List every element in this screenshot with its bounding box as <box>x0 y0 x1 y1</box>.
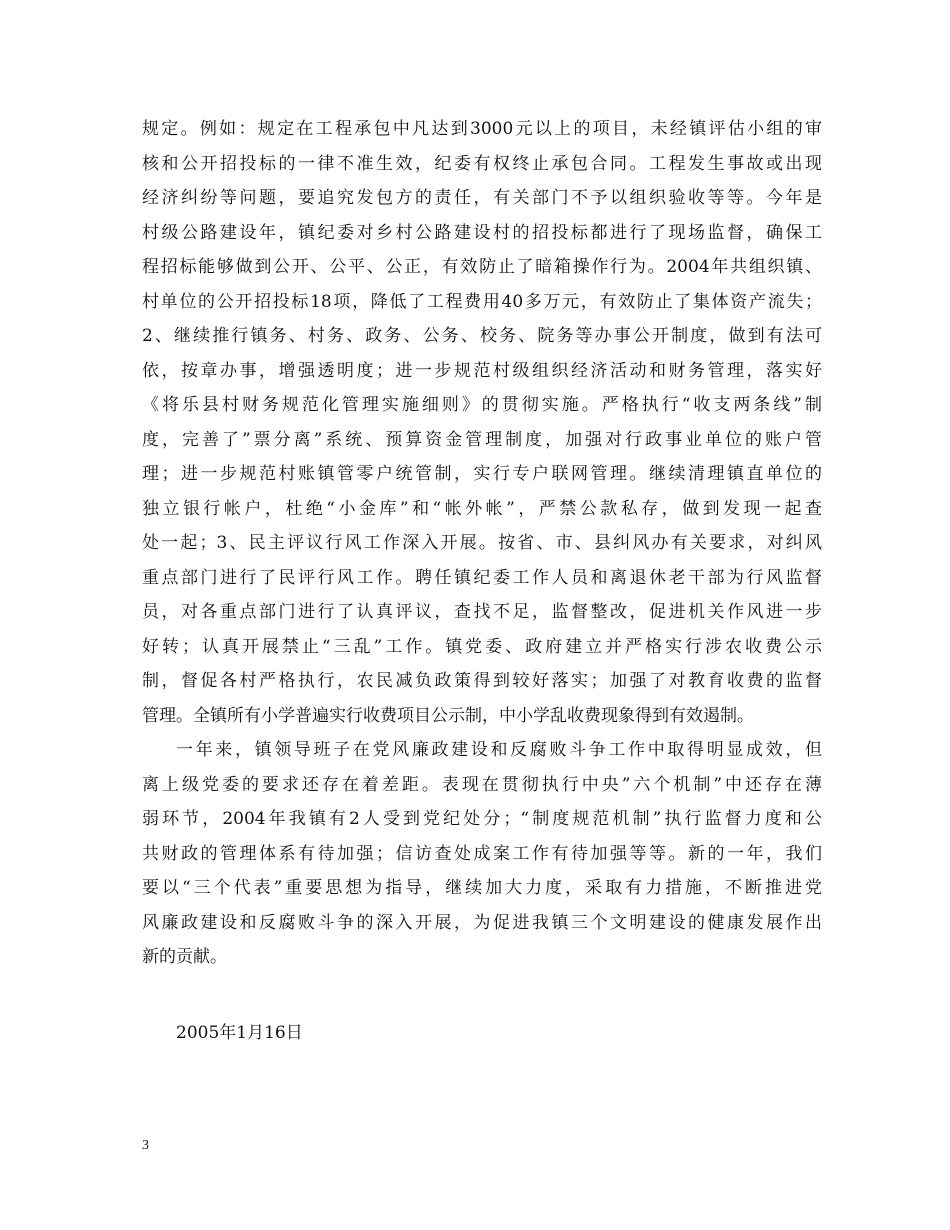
text-line: 独立银行帐户，杜绝“小金库”和“帐外帐”，严禁公款私存，做到发现一起查 <box>142 498 822 519</box>
paragraph-2 <box>142 733 822 975</box>
text-line: 村级公路建设年，镇纪委对乡村公路建设村的招投标都进行了现场监督，确保工 <box>142 222 822 243</box>
document-date: 2005年1月16日 <box>176 1023 303 1043</box>
text-line: 要以“三个代表”重要思想为指导，继续加大力度，采取有力措施，不断推进党 <box>142 878 822 898</box>
text-line: 共财政的管理体系有待加强；信访查处成案工作有待加强等等。新的一年，我们 <box>142 843 822 864</box>
text-line: 弱环节，2004年我镇有2人受到党纪处分；“制度规范机制”执行监督力度和公 <box>142 809 822 829</box>
text-line: 规定。例如：规定在工程承包中凡达到3000元以上的项目，未经镇评估小组的审 <box>142 119 822 139</box>
text-line: 核和公开招投标的一律不准生效，纪委有权终止承包合同。工程发生事故或出现 <box>142 153 822 174</box>
text-line: 依，按章办事，增强透明度；进一步规范村级组织经济活动和财务管理，落实好 <box>142 360 822 381</box>
text-line: 处一起；3、民主评议行风工作深入开展。按省、市、县纠风办有关要求，对纠风 <box>142 533 822 553</box>
text-line: 制，督促各村严格执行，农民减负政策得到较好落实；加强了对教育收费的监督 <box>142 671 822 691</box>
text-line: 管理。全镇所有小学普遍实行收费项目公示制，中小学乱收费现象得到有效遏制。 <box>142 705 754 726</box>
text-line: 好转；认真开展禁止“三乱”工作。镇党委、政府建立并严格实行涉农收费公示 <box>142 636 822 657</box>
page-number: 3 <box>142 1138 149 1153</box>
document-body <box>142 112 822 975</box>
text-line: 新的贡献。 <box>142 947 227 967</box>
text-line: 《将乐县村财务规范化管理实施细则》的贯彻实施。严格执行“收支两条线”制 <box>142 395 822 415</box>
text-line: 度，完善了”票分离”系统、预算资金管理制度，加强对行政事业单位的账户管 <box>142 429 822 450</box>
text-line: 风廉政建设和反腐败斗争的深入开展，为促进我镇三个文明建设的健康发展作出 <box>142 912 822 933</box>
text-line: 理；进一步规范村账镇管零户统管制，实行专户联网管理。继续清理镇直单位的 <box>142 464 822 484</box>
text-line: 程招标能够做到公开、公平、公正，有效防止了暗箱操作行为。2004年共组织镇、 <box>142 257 822 277</box>
text-line: 重点部门进行了民评行风工作。聘任镇纪委工作人员和离退休老干部为行风监督 <box>142 567 822 588</box>
text-line: 2、继续推行镇务、村务、政务、公务、校务、院务等办事公开制度，做到有法可 <box>142 326 822 346</box>
text-line: 村单位的公开招投标18项，降低了工程费用40多万元，有效防止了集体资产流失； <box>142 291 822 312</box>
text-line: 经济纠纷等问题，要追究发包方的责任，有关部门不予以组织验收等等。今年是 <box>142 188 822 208</box>
text-line: 一年来，镇领导班子在党风廉政建设和反腐败斗争工作中取得明显成效，但 <box>176 740 822 760</box>
paragraph-1 <box>142 112 822 733</box>
text-line: 离上级党委的要求还存在着差距。表现在贯彻执行中央”六个机制”中还存在薄 <box>142 774 822 795</box>
text-line: 员，对各重点部门进行了认真评议，查找不足，监督整改，促进机关作风进一步 <box>142 602 822 622</box>
